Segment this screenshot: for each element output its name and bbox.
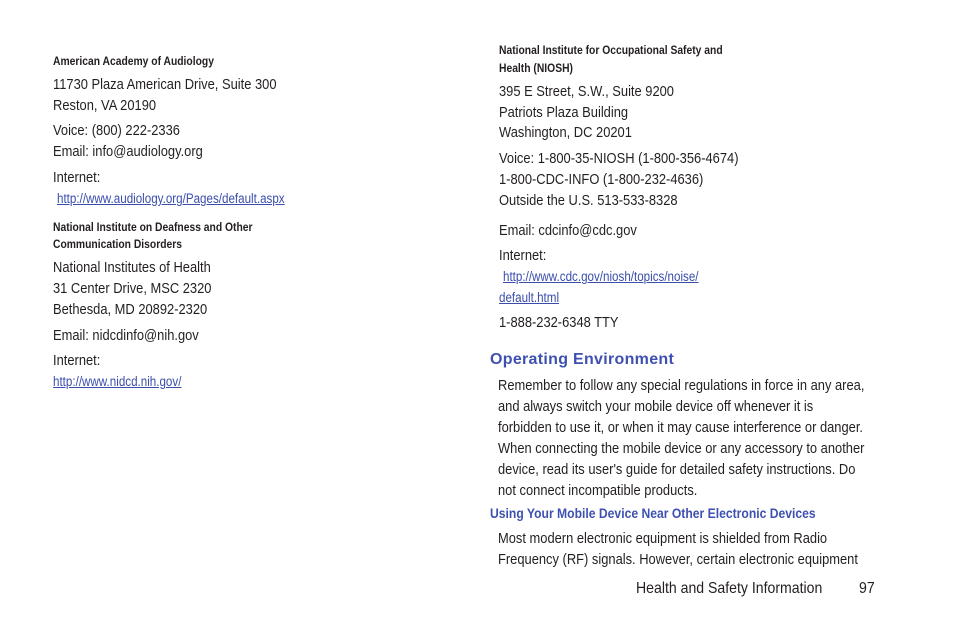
niosh-title-line-2: Health (NIOSH) <box>499 61 573 75</box>
nidcd-address-line-1: National Institutes of Health <box>53 259 211 276</box>
page-number: 97 <box>859 580 875 597</box>
aaa-email: Email: info@audiology.org <box>53 143 203 160</box>
paragraph-line: Remember to follow any special regulations in force in any area, <box>498 377 865 394</box>
aaa-title: American Academy of Audiology <box>53 54 214 68</box>
nidcd-url-link[interactable]: http://www.nidcd.nih.gov/ <box>53 374 182 389</box>
paragraph-line: device, read its user's guide for detailed safety instructions. Do <box>498 461 856 478</box>
nidcd-internet-label: Internet: <box>53 352 101 369</box>
niosh-address-line-2: Patriots Plaza Building <box>499 104 629 121</box>
paragraph-line: Frequency (RF) signals. However, certain electronic equipment <box>498 551 858 568</box>
aaa-address-line-2: Reston, VA 20190 <box>53 97 157 114</box>
paragraph-line: Most modern electronic equipment is shielded from Radio <box>498 530 828 547</box>
operating-environment-paragraph <box>498 375 864 501</box>
aaa-internet-label: Internet: <box>53 169 101 186</box>
niosh-url-link-line-1[interactable]: http://www.cdc.gov/niosh/topics/noise/ <box>503 269 699 284</box>
niosh-voice-line-2: 1-800-CDC-INFO (1-800-232-4636) <box>499 171 704 188</box>
paragraph-line: not connect incompatible products. <box>498 482 698 499</box>
aaa-voice: Voice: (800) 222-2336 <box>53 122 180 139</box>
nidcd-title-line-1: National Institute on Deafness and Other <box>53 220 253 234</box>
nidcd-email: Email: nidcdinfo@nih.gov <box>53 327 199 344</box>
electronic-devices-heading: Using Your Mobile Device Near Other Electronic Devices <box>490 506 816 521</box>
operating-environment-heading: Operating Environment <box>490 351 675 368</box>
niosh-address-line-1: 395 E Street, S.W., Suite 9200 <box>499 83 674 100</box>
footer-section-title: Health and Safety Information <box>636 580 823 597</box>
paragraph-line: and always switch your mobile device off whenever it is <box>498 398 814 415</box>
electronic-devices-paragraph <box>498 528 858 570</box>
niosh-voice-line-3: Outside the U.S. 513-533-8328 <box>499 192 678 209</box>
niosh-tty: 1-888-232-6348 TTY <box>499 314 619 331</box>
aaa-url-link[interactable]: http://www.audiology.org/Pages/default.aspx <box>57 191 285 206</box>
paragraph-line: forbidden to use it, or when it may cause interference or danger. <box>498 419 864 436</box>
niosh-title-line-1: National Institute for Occupational Safety and <box>499 43 723 57</box>
niosh-internet-label: Internet: <box>499 247 547 264</box>
paragraph-line: When connecting the mobile device or any accessory to another <box>498 440 865 457</box>
aaa-address-line-1: 11730 Plaza American Drive, Suite 300 <box>53 76 277 93</box>
niosh-url-link-line-2[interactable]: default.html <box>499 290 560 305</box>
niosh-email: Email: cdcinfo@cdc.gov <box>499 222 637 239</box>
nidcd-address-line-2: 31 Center Drive, MSC 2320 <box>53 280 212 297</box>
nidcd-title-line-2: Communication Disorders <box>53 237 183 251</box>
niosh-address-line-3: Washington, DC 20201 <box>499 124 632 141</box>
nidcd-address-line-3: Bethesda, MD 20892-2320 <box>53 301 208 318</box>
niosh-voice-line-1: Voice: 1-800-35-NIOSH (1-800-356-4674) <box>499 150 739 167</box>
